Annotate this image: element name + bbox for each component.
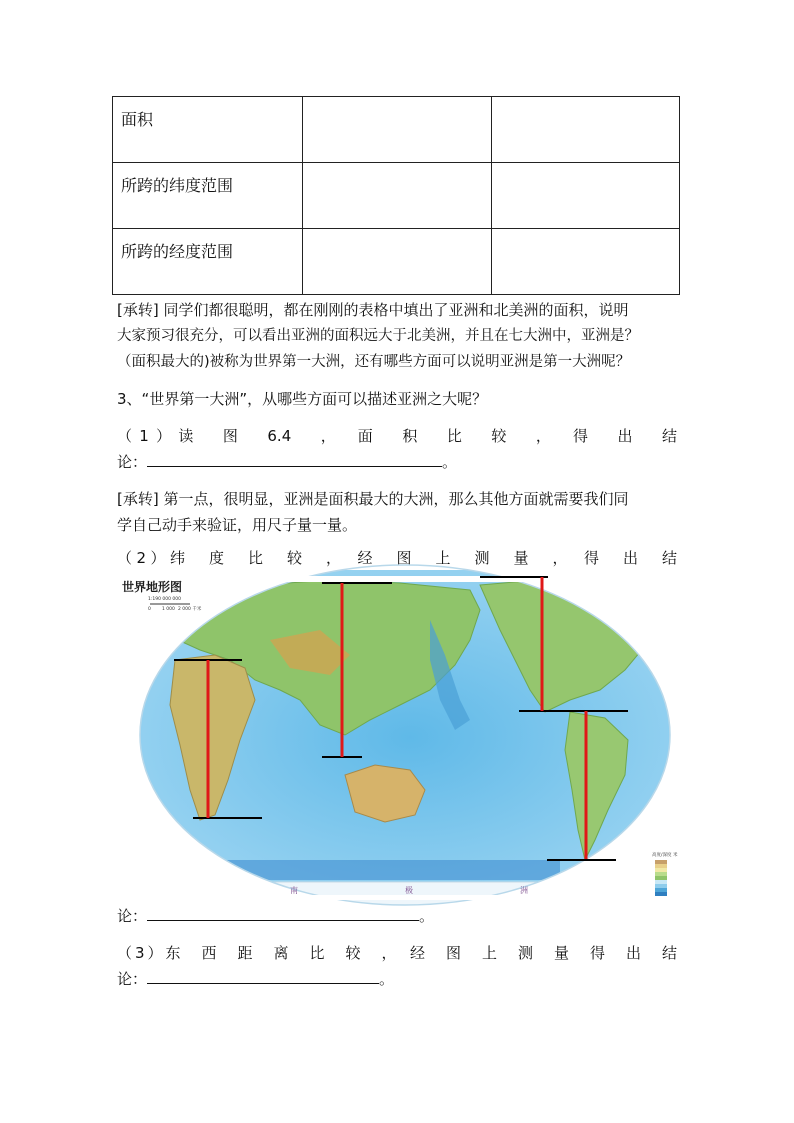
antarctica-label: 洲 — [520, 886, 528, 895]
item-3-text: （3）东 西 距 离 比 较 ， 经 图 上 测 量 得 出 结 — [117, 944, 677, 962]
transition-text: 第一点，很明显，亚洲是面积最大的大洲，那么其他方面就需要我们同 — [163, 490, 629, 508]
item-2-text: （2）纬 度 比 较 ， 经 图 上 测 量 ， 得 出 结 — [117, 549, 677, 567]
map-title: 世界地形图 — [122, 580, 183, 594]
item-3-prefix: 论： — [117, 970, 148, 988]
map-scale-tick: 2 000 千米 — [178, 607, 202, 612]
map-scale-text: 1:190 000 000 — [148, 597, 182, 602]
row-label-latitude: 所跨的纬度范围 — [113, 163, 303, 229]
item-1-text: （1）读 图 6.4 ， 面 积 比 较 ， 得 出 结 — [117, 427, 677, 445]
item-3 — [117, 940, 677, 992]
item-2-answer — [117, 903, 677, 929]
answer-blank-2[interactable] — [147, 906, 419, 921]
row-label-area: 面积 — [113, 97, 303, 163]
transition-tag: [承转] — [117, 490, 159, 508]
item-1-prefix: 论： — [117, 453, 148, 471]
map-scale-tick: 0 — [148, 607, 151, 612]
legend-title: 高度/深度 米 — [652, 853, 678, 858]
transition-tag: [承转] — [117, 301, 159, 319]
transition-text: 学自己动手来验证，用尺子量一量。 — [117, 516, 358, 534]
map-body — [130, 570, 690, 905]
map-scale-tick: 1 000 — [162, 607, 175, 612]
transition-text: 大家预习很充分，可以看出亚洲的面积远大于北美洲，并且在七大洲中，亚洲是？ — [117, 328, 639, 344]
antarctica-label: 南 — [290, 886, 298, 895]
transition-text: （面积最大的)被称为世界第一大洲，还有哪些方面可以说明亚洲是第一大洲呢？ — [117, 354, 631, 370]
answer-blank-3[interactable] — [147, 969, 379, 984]
row-label-longitude: 所跨的经度范围 — [113, 229, 303, 295]
elevation-legend — [655, 860, 667, 896]
item-2-suffix: 。 — [419, 907, 435, 925]
question-3: 3、“世界第一大洲”，从哪些方面可以描述亚洲之大呢？ — [117, 390, 488, 408]
antarctica-label: 极 — [405, 886, 413, 895]
transition-text: 同学们都很聪明，都在刚刚的表格中填出了亚洲和北美洲的面积，说明 — [163, 301, 629, 319]
item-2-prefix: 论： — [117, 907, 148, 925]
item-3-suffix: 。 — [379, 970, 395, 988]
item-1-suffix: 。 — [442, 453, 458, 471]
